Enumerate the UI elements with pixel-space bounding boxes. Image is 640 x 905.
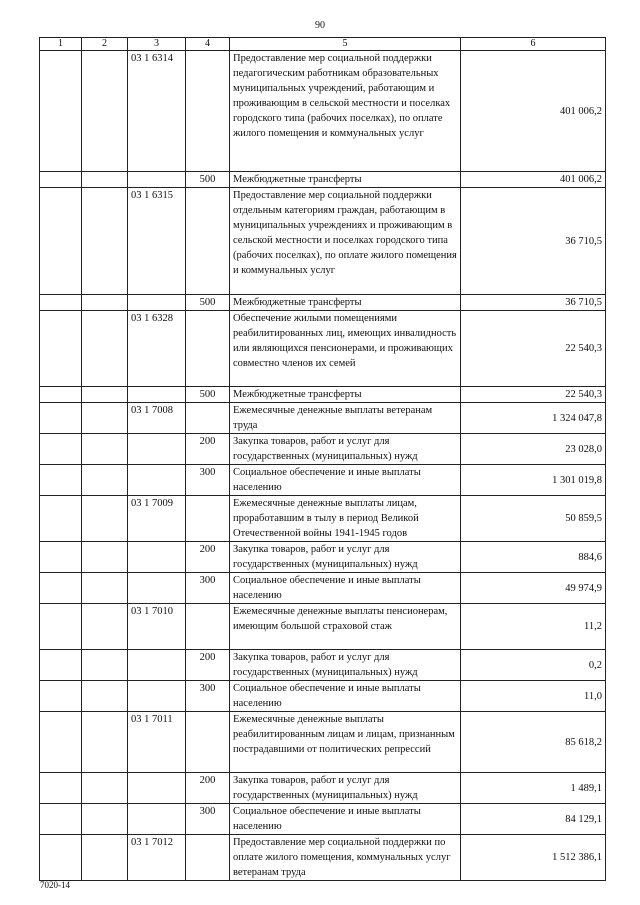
col1-cell bbox=[40, 403, 82, 434]
vr-code-cell: 300 bbox=[186, 465, 230, 496]
csr-code-cell: 03 1 7009 bbox=[128, 496, 186, 542]
table-row bbox=[40, 712, 606, 773]
sum-cell: 36 710,5 bbox=[461, 188, 606, 295]
csr-code-cell: 03 1 7010 bbox=[128, 604, 186, 650]
col2-cell bbox=[82, 835, 128, 881]
vr-code-cell: 300 bbox=[186, 573, 230, 604]
col1-cell bbox=[40, 773, 82, 804]
csr-code-cell: 03 1 7008 bbox=[128, 403, 186, 434]
col2-cell bbox=[82, 773, 128, 804]
table-row bbox=[40, 542, 606, 573]
header-cell: 2 bbox=[82, 38, 128, 51]
name-cell: Закупка товаров, работ и услуг для государственных (муниципальных) нужд bbox=[230, 773, 461, 804]
col2-cell bbox=[82, 434, 128, 465]
table-row bbox=[40, 650, 606, 681]
col2-cell bbox=[82, 650, 128, 681]
col2-cell bbox=[82, 712, 128, 773]
col1-cell bbox=[40, 681, 82, 712]
table-row bbox=[40, 496, 606, 542]
sum-cell: 401 006,2 bbox=[461, 172, 606, 188]
col1-cell bbox=[40, 604, 82, 650]
col1-cell bbox=[40, 804, 82, 835]
vr-code-cell: 200 bbox=[186, 434, 230, 465]
header-cell: 5 bbox=[230, 38, 461, 51]
footer-code: 7020-14 bbox=[40, 880, 70, 890]
csr-code-cell bbox=[128, 295, 186, 311]
col1-cell bbox=[40, 712, 82, 773]
col1-cell bbox=[40, 172, 82, 188]
header-cell: 6 bbox=[461, 38, 606, 51]
sum-cell: 49 974,9 bbox=[461, 573, 606, 604]
table-row bbox=[40, 172, 606, 188]
col2-cell bbox=[82, 51, 128, 172]
name-cell: Закупка товаров, работ и услуг для государственных (муниципальных) нужд bbox=[230, 434, 461, 465]
budget-table bbox=[39, 37, 606, 881]
vr-code-cell bbox=[186, 835, 230, 881]
name-cell: Межбюджетные трансферты bbox=[230, 172, 461, 188]
vr-code-cell bbox=[186, 311, 230, 387]
table-row bbox=[40, 573, 606, 604]
col1-cell bbox=[40, 465, 82, 496]
table-row bbox=[40, 465, 606, 496]
col1-cell bbox=[40, 835, 82, 881]
col1-cell bbox=[40, 573, 82, 604]
vr-code-cell bbox=[186, 403, 230, 434]
table-row bbox=[40, 387, 606, 403]
sum-cell: 22 540,3 bbox=[461, 387, 606, 403]
name-cell: Социальное обеспечение и иные выплаты населению bbox=[230, 573, 461, 604]
name-cell: Межбюджетные трансферты bbox=[230, 295, 461, 311]
sum-cell: 85 618,2 bbox=[461, 712, 606, 773]
col1-cell bbox=[40, 311, 82, 387]
vr-code-cell: 300 bbox=[186, 681, 230, 712]
csr-code-cell bbox=[128, 773, 186, 804]
sum-cell: 22 540,3 bbox=[461, 311, 606, 387]
sum-cell: 1 512 386,1 bbox=[461, 835, 606, 881]
name-cell: Обеспечение жилыми помещениями реабилитированных лиц, имеющих инвалидность или являющихся пенсионерами, и проживающих совместно членов их семей bbox=[230, 311, 461, 387]
col1-cell bbox=[40, 188, 82, 295]
csr-code-cell: 03 1 6314 bbox=[128, 51, 186, 172]
sum-cell: 401 006,2 bbox=[461, 51, 606, 172]
csr-code-cell bbox=[128, 542, 186, 573]
name-cell: Ежемесячные денежные выплаты пенсионерам, имеющим большой страховой стаж bbox=[230, 604, 461, 650]
col2-cell bbox=[82, 604, 128, 650]
name-cell: Предоставление мер социальной поддержки педагогическим работникам образовательных муниципальных учреждений, работающим и проживающим в сельской местности и поселках городского типа (рабочих поселках), по оплате жилого помещения и коммунальных услуг bbox=[230, 51, 461, 172]
csr-code-cell bbox=[128, 573, 186, 604]
col2-cell bbox=[82, 804, 128, 835]
sum-cell: 0,2 bbox=[461, 650, 606, 681]
col1-cell bbox=[40, 51, 82, 172]
col2-cell bbox=[82, 387, 128, 403]
col1-cell bbox=[40, 542, 82, 573]
sum-cell: 1 301 019,8 bbox=[461, 465, 606, 496]
sum-cell: 884,6 bbox=[461, 542, 606, 573]
table-row bbox=[40, 403, 606, 434]
vr-code-cell: 500 bbox=[186, 387, 230, 403]
name-cell: Социальное обеспечение и иные выплаты населению bbox=[230, 681, 461, 712]
sum-cell: 84 129,1 bbox=[461, 804, 606, 835]
vr-code-cell: 500 bbox=[186, 295, 230, 311]
table-row bbox=[40, 311, 606, 387]
name-cell: Ежемесячные денежные выплаты ветеранам труда bbox=[230, 403, 461, 434]
sum-cell: 50 859,5 bbox=[461, 496, 606, 542]
header-row bbox=[40, 38, 606, 51]
csr-code-cell bbox=[128, 387, 186, 403]
col2-cell bbox=[82, 172, 128, 188]
table-row bbox=[40, 835, 606, 881]
page-number: 90 bbox=[315, 20, 325, 31]
table-row bbox=[40, 188, 606, 295]
sum-cell: 36 710,5 bbox=[461, 295, 606, 311]
table-row bbox=[40, 681, 606, 712]
csr-code-cell: 03 1 7011 bbox=[128, 712, 186, 773]
header-cell: 3 bbox=[128, 38, 186, 51]
vr-code-cell bbox=[186, 496, 230, 542]
col2-cell bbox=[82, 188, 128, 295]
name-cell: Ежемесячные денежные выплаты лицам, проработавшим в тылу в период Великой Отечественной войны 1941-1945 годов bbox=[230, 496, 461, 542]
vr-code-cell bbox=[186, 188, 230, 295]
csr-code-cell bbox=[128, 650, 186, 681]
name-cell: Социальное обеспечение и иные выплаты населению bbox=[230, 804, 461, 835]
vr-code-cell: 500 bbox=[186, 172, 230, 188]
vr-code-cell: 300 bbox=[186, 804, 230, 835]
name-cell: Предоставление мер социальной поддержки отдельным категориям граждан, работающим в муниципальных учреждениях и проживающим в сельской местности и поселках городского типа (рабочих поселках), по оплате жилого помещения и коммунальных услуг bbox=[230, 188, 461, 295]
col2-cell bbox=[82, 496, 128, 542]
header-cell: 1 bbox=[40, 38, 82, 51]
col1-cell bbox=[40, 496, 82, 542]
table-row bbox=[40, 51, 606, 172]
col2-cell bbox=[82, 311, 128, 387]
col2-cell bbox=[82, 295, 128, 311]
table-row bbox=[40, 604, 606, 650]
name-cell: Закупка товаров, работ и услуг для государственных (муниципальных) нужд bbox=[230, 542, 461, 573]
table-row bbox=[40, 434, 606, 465]
csr-code-cell bbox=[128, 434, 186, 465]
sum-cell: 11,0 bbox=[461, 681, 606, 712]
vr-code-cell bbox=[186, 51, 230, 172]
col2-cell bbox=[82, 403, 128, 434]
sum-cell: 1 489,1 bbox=[461, 773, 606, 804]
csr-code-cell: 03 1 6315 bbox=[128, 188, 186, 295]
csr-code-cell: 03 1 6328 bbox=[128, 311, 186, 387]
sum-cell: 23 028,0 bbox=[461, 434, 606, 465]
col2-cell bbox=[82, 542, 128, 573]
vr-code-cell bbox=[186, 604, 230, 650]
col2-cell bbox=[82, 573, 128, 604]
name-cell: Ежемесячные денежные выплаты реабилитированным лицам и лицам, признанным пострадавшими от политических репрессий bbox=[230, 712, 461, 773]
csr-code-cell bbox=[128, 465, 186, 496]
sum-cell: 11,2 bbox=[461, 604, 606, 650]
csr-code-cell bbox=[128, 172, 186, 188]
col1-cell bbox=[40, 650, 82, 681]
col1-cell bbox=[40, 387, 82, 403]
table-row bbox=[40, 773, 606, 804]
col2-cell bbox=[82, 681, 128, 712]
table-row bbox=[40, 804, 606, 835]
vr-code-cell: 200 bbox=[186, 650, 230, 681]
vr-code-cell: 200 bbox=[186, 773, 230, 804]
vr-code-cell: 200 bbox=[186, 542, 230, 573]
name-cell: Социальное обеспечение и иные выплаты населению bbox=[230, 465, 461, 496]
name-cell: Межбюджетные трансферты bbox=[230, 387, 461, 403]
name-cell: Предоставление мер социальной поддержки по оплате жилого помещения, коммунальных услуг ветеранам труда bbox=[230, 835, 461, 881]
sum-cell: 1 324 047,8 bbox=[461, 403, 606, 434]
csr-code-cell: 03 1 7012 bbox=[128, 835, 186, 881]
col1-cell bbox=[40, 295, 82, 311]
name-cell: Закупка товаров, работ и услуг для государственных (муниципальных) нужд bbox=[230, 650, 461, 681]
table-row bbox=[40, 295, 606, 311]
vr-code-cell bbox=[186, 712, 230, 773]
csr-code-cell bbox=[128, 681, 186, 712]
header-cell: 4 bbox=[186, 38, 230, 51]
col2-cell bbox=[82, 465, 128, 496]
csr-code-cell bbox=[128, 804, 186, 835]
col1-cell bbox=[40, 434, 82, 465]
